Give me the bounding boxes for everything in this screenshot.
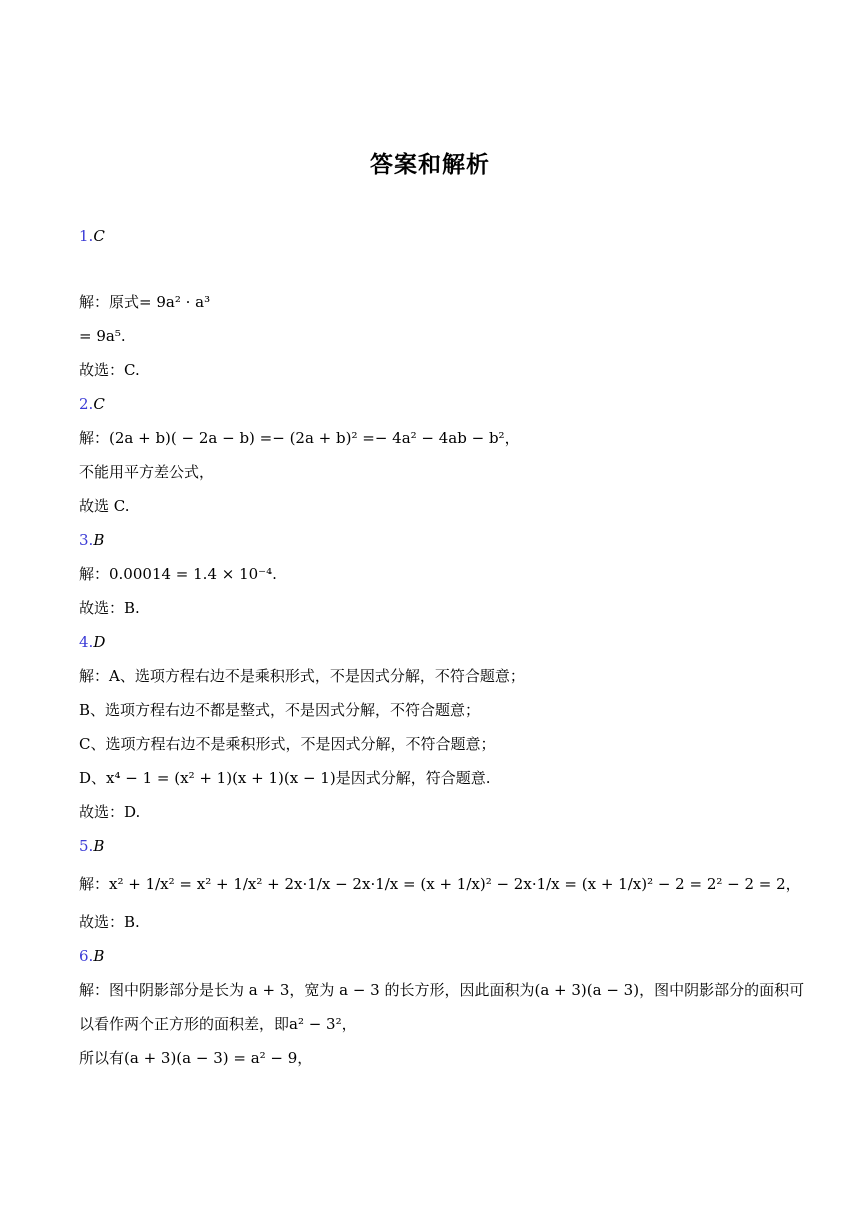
answer-item-3 — [79, 530, 104, 550]
item-number: 5. — [79, 837, 94, 855]
solution-line: = 9a⁵. — [79, 327, 126, 345]
page-title: 答案和解析 — [370, 152, 490, 178]
solution-line: 故选：C. — [79, 361, 140, 379]
item-number: 1. — [79, 227, 94, 245]
item-answer: C — [93, 395, 105, 413]
solution-line: 故选 C. — [79, 497, 130, 515]
solution-line: D、x⁴ − 1 = (x² + 1)(x + 1)(x − 1)是因式分解，符合题意. — [79, 769, 491, 787]
solution-line: 不能用平方差公式， — [79, 463, 215, 481]
solution-line: B、选项方程右边不都是整式，不是因式分解，不符合题意； — [79, 701, 481, 719]
solution-line: 解：原式= 9a² · a³ — [79, 293, 211, 311]
solution-line: 解：x² + 1/x² = x² + 1/x² + 2x·1/x − 2x·1/x = (x + 1/x)² − 2x·1/x = (x + 1/x)² − 2 = 2² − 2 = 2， — [79, 875, 801, 893]
solution-line: C、选项方程右边不是乘积形式，不是因式分解，不符合题意； — [79, 735, 496, 753]
answer-item-4 — [79, 632, 105, 652]
answer-item-1 — [79, 226, 105, 246]
solution-line: 解：图中阴影部分是长为 a + 3，宽为 a − 3 的长方形，因此面积为(a + 3)(a − 3)，图中阴影部分的面积可 — [79, 981, 805, 999]
solution-line: 所以有(a + 3)(a − 3) = a² − 9， — [79, 1049, 313, 1067]
solution-line: 以看作两个正方形的面积差，即a² − 3²， — [79, 1015, 357, 1033]
item-answer: B — [93, 947, 105, 965]
item-answer: C — [93, 227, 105, 245]
item-answer: D — [93, 633, 106, 651]
solution-line: 解：(2a + b)( − 2a − b) =− (2a + b)² =− 4a² − 4ab − b²， — [79, 429, 520, 447]
item-number: 4. — [79, 633, 94, 651]
solution-line: 故选：D. — [79, 803, 141, 821]
answer-item-5 — [79, 836, 104, 856]
item-number: 6. — [79, 947, 94, 965]
solution-line: 故选：B. — [79, 913, 140, 931]
item-number: 2. — [79, 395, 94, 413]
solution-line: 故选：B. — [79, 599, 140, 617]
item-number: 3. — [79, 531, 94, 549]
item-answer: B — [93, 837, 105, 855]
answer-item-2 — [79, 394, 105, 414]
solution-line: 解：0.00014 = 1.4 × 10⁻⁴. — [79, 565, 277, 583]
answer-item-6 — [79, 946, 104, 966]
item-answer: B — [93, 531, 105, 549]
solution-line: 解：A、选项方程右边不是乘积形式，不是因式分解，不符合题意； — [79, 667, 525, 685]
